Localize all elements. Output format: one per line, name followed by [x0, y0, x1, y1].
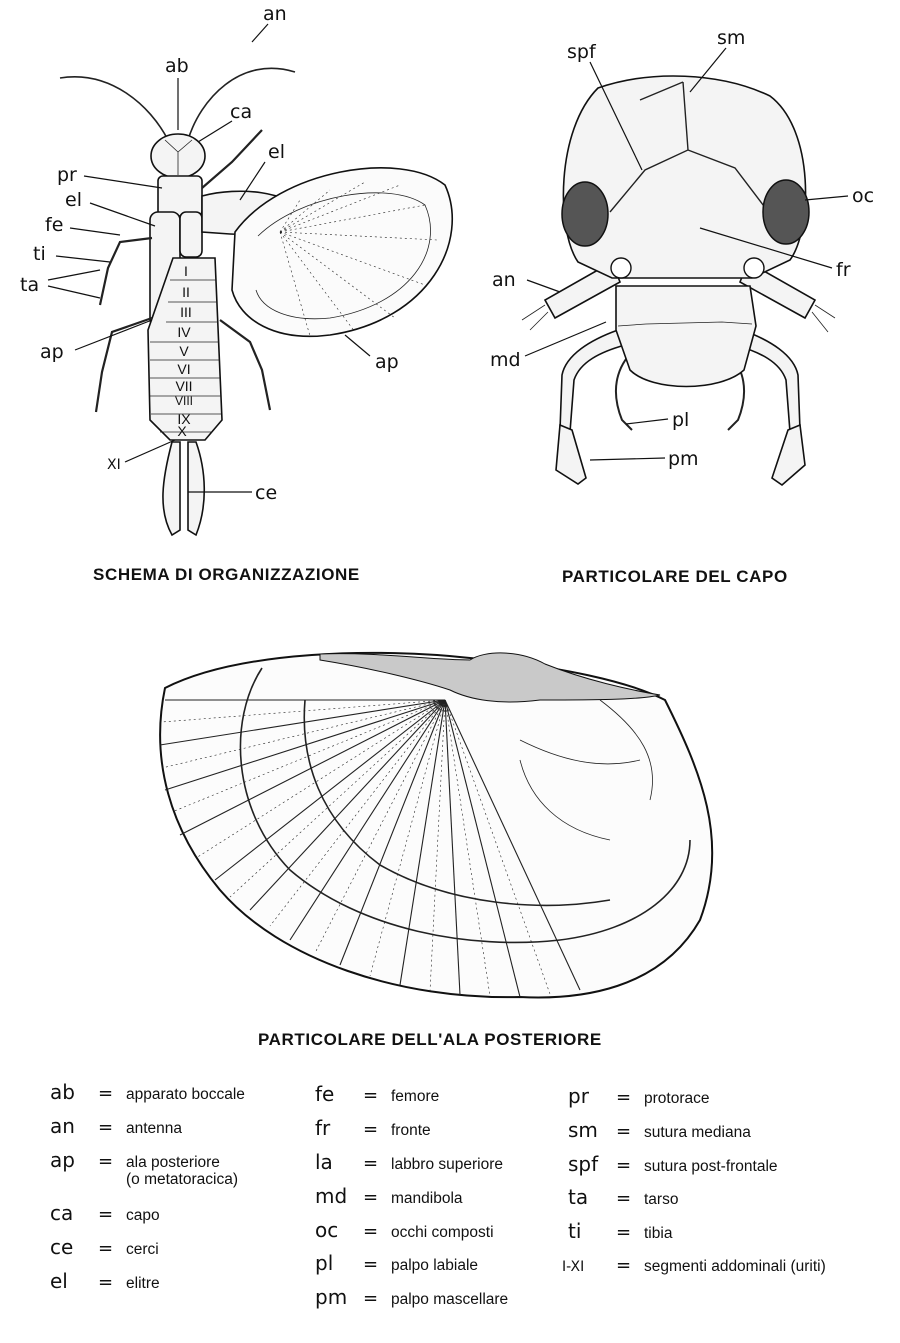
segment-label: IV — [177, 324, 191, 340]
pronotum — [158, 176, 202, 216]
label-sm: sm — [717, 27, 746, 49]
label-fe: fe — [45, 214, 64, 236]
label-ap-left: ap — [40, 341, 64, 363]
legend-item-segments: I-XI = segmenti addominali (uriti) — [562, 1255, 826, 1276]
legend-item-oc: oc = occhi composti — [315, 1218, 494, 1242]
segment-label: I — [184, 263, 188, 279]
hind-right-leg — [220, 320, 270, 410]
legend-item-fr: fr = fronte — [315, 1116, 431, 1140]
label-ab: ab — [165, 55, 189, 77]
segment-label: IX — [177, 411, 191, 427]
legend-item-an: an = antenna — [50, 1114, 183, 1138]
label-ca: ca — [230, 101, 253, 123]
label-oc: oc — [852, 185, 875, 207]
left-palp — [560, 330, 625, 432]
legend-item-md: md = mandibola — [315, 1184, 463, 1208]
legend-item-pm: pm = palpo mascellare — [315, 1285, 509, 1309]
segment-label: VIII — [174, 394, 194, 408]
legend-item-ap: ap = ala posteriore (o metatoracica) — [50, 1148, 238, 1188]
legend-item-la: la = labbro superiore — [315, 1150, 504, 1174]
legend-item-fe: fe = femore — [315, 1082, 440, 1106]
segment-label: V — [179, 343, 189, 359]
legend-item-ab: ab = apparato boccale — [50, 1080, 245, 1104]
legend-item-ti: ti = tibia — [568, 1219, 673, 1243]
caption-organization: SCHEMA DI ORGANIZZAZIONE — [93, 565, 360, 584]
label-pr: pr — [57, 164, 77, 186]
label-an: an — [263, 3, 287, 25]
legend-item-spf: spf = sutura post-frontale — [568, 1152, 778, 1176]
segment-label: VII — [175, 378, 193, 394]
legend-item-sm: sm = sutura mediana — [568, 1118, 751, 1142]
label-el-left: el — [65, 189, 82, 211]
label-ta: ta — [20, 274, 40, 296]
legend-item-pl: pl = palpo labiale — [315, 1251, 479, 1275]
right-compound-eye — [763, 180, 809, 244]
label-pl: pl — [672, 409, 690, 431]
legend-item-ca: ca = capo — [50, 1201, 160, 1225]
segment-label: X — [177, 423, 187, 439]
front-leg — [100, 238, 152, 305]
caption-head: PARTICOLARE DEL CAPO — [562, 567, 788, 586]
clypeus — [616, 286, 756, 387]
label-el-right: el — [268, 141, 285, 163]
label-spf: spf — [567, 41, 596, 63]
label-ap-right: ap — [375, 351, 399, 373]
label-md: md — [490, 349, 521, 371]
legend-item-ce: ce = cerci — [50, 1235, 159, 1259]
label-ce: ce — [255, 482, 278, 504]
caption-wing: PARTICOLARE DELL'ALA POSTERIORE — [258, 1030, 602, 1049]
hind-wing-detail — [160, 653, 712, 998]
label-fr: fr — [836, 259, 851, 281]
left-compound-eye — [562, 182, 608, 246]
segment-label: III — [180, 304, 192, 320]
segment-label: II — [182, 284, 190, 300]
legend-item-el: el = elitre — [50, 1269, 160, 1293]
label-an-head: an — [492, 269, 516, 291]
label-pm: pm — [668, 448, 699, 470]
label-xi: XI — [107, 457, 121, 473]
label-ti: ti — [33, 243, 46, 265]
hind-left-leg — [96, 318, 152, 412]
cerci — [163, 442, 204, 535]
left-antenna — [60, 77, 168, 140]
segment-label: VI — [177, 361, 191, 377]
legend-item-ta: ta = tarso — [568, 1185, 679, 1209]
legend-item-pr: pr = protorace — [568, 1084, 710, 1108]
